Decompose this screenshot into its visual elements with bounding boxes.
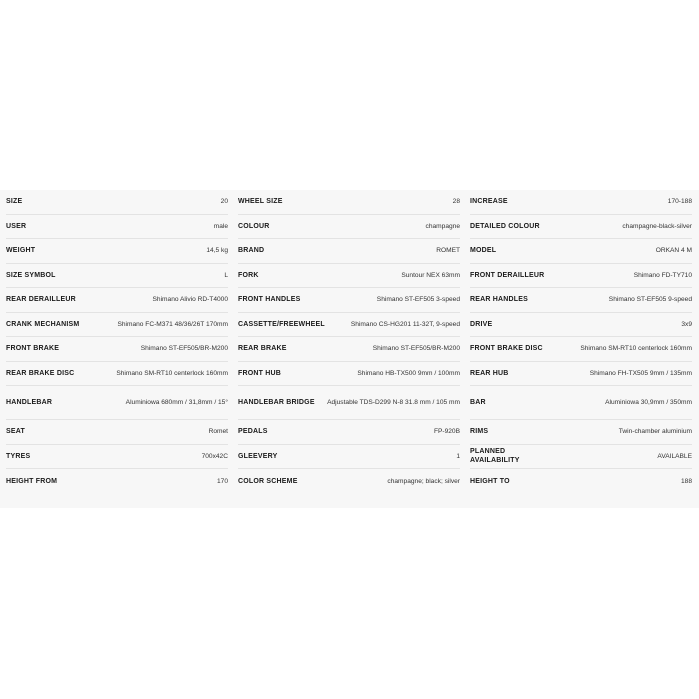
spec-value: Shimano Alivio RD-T4000 xyxy=(152,296,228,304)
spec-label: FRONT DERAILLEUR xyxy=(470,271,545,279)
spec-label: FRONT HANDLES xyxy=(238,296,301,304)
spec-value: ROMET xyxy=(436,247,460,255)
spec-value: Shimano ST-EF505/BR-M200 xyxy=(140,345,228,353)
spec-label: HANDLEBAR xyxy=(6,399,53,406)
spec-label: PLANNED AVAILABILITY xyxy=(470,448,520,465)
spec-row xyxy=(238,420,460,445)
spec-row xyxy=(470,264,692,289)
spec-value: 170-188 xyxy=(667,198,692,206)
spec-row xyxy=(470,362,692,387)
spec-value: 3x9 xyxy=(681,320,692,328)
spec-label: REAR HANDLES xyxy=(470,296,529,304)
spec-value: 700x42C xyxy=(201,452,228,460)
spec-value: Aluminiowa 680mm / 31,8mm / 15° xyxy=(125,399,228,406)
spec-row xyxy=(470,420,692,445)
spec-row xyxy=(238,445,460,470)
spec-row xyxy=(6,239,228,264)
spec-label: SEAT xyxy=(6,428,25,436)
spec-value: Shimano ST-EF505/BR-M200 xyxy=(372,345,460,353)
spec-row xyxy=(470,386,692,420)
spec-row xyxy=(6,362,228,387)
spec-value: Shimano FC-M371 48/36/26T 170mm xyxy=(117,320,228,328)
spec-column-1 xyxy=(6,190,228,494)
spec-label: GLEEVERY xyxy=(238,452,278,460)
spec-value: Shimano CS-HG201 11-32T, 9-speed xyxy=(350,320,460,328)
spec-value: AVAILABLE xyxy=(657,452,692,460)
spec-value: Shimano SM-RT10 centerlock 160mm xyxy=(580,345,692,353)
spec-value: 188 xyxy=(680,477,692,485)
spec-row xyxy=(470,469,692,494)
spec-label: RIMS xyxy=(470,428,489,436)
spec-row xyxy=(238,288,460,313)
spec-label: FRONT HUB xyxy=(238,369,282,377)
spec-value: 28 xyxy=(452,198,460,206)
spec-label: REAR HUB xyxy=(470,369,509,377)
spec-label: HEIGHT TO xyxy=(470,477,510,485)
spec-value: Suntour NEX 63mm xyxy=(401,271,460,279)
spec-label: HANDLEBAR BRIDGE xyxy=(238,399,315,406)
spec-value: ORKAN 4 M xyxy=(655,247,692,255)
spec-label: SIZE xyxy=(6,198,23,206)
spec-row xyxy=(238,337,460,362)
spec-row xyxy=(470,215,692,240)
spec-value: L xyxy=(224,271,228,279)
spec-label: REAR DERAILLEUR xyxy=(6,296,76,304)
spec-label: HEIGHT FROM xyxy=(6,477,58,485)
spec-row xyxy=(238,469,460,494)
spec-row xyxy=(6,386,228,420)
spec-label: CASSETTE/FREEWHEEL xyxy=(238,320,325,328)
spec-value: Shimano HB-TX500 9mm / 100mm xyxy=(357,369,460,377)
spec-label: WEIGHT xyxy=(6,247,36,255)
spec-label: WHEEL SIZE xyxy=(238,198,283,206)
spec-label: COLOUR xyxy=(238,222,270,230)
spec-row xyxy=(6,337,228,362)
spec-row xyxy=(238,313,460,338)
spec-row xyxy=(6,288,228,313)
spec-row xyxy=(470,239,692,264)
spec-row xyxy=(238,264,460,289)
spec-label: INCREASE xyxy=(470,198,508,206)
spec-row xyxy=(470,190,692,215)
spec-value: Shimano FH-TX505 9mm / 135mm xyxy=(589,369,692,377)
spec-label: DETAILED COLOUR xyxy=(470,222,540,230)
spec-label: PEDALS xyxy=(238,428,268,436)
spec-value: Romet xyxy=(208,428,228,436)
spec-value: Aluminiowa 30,9mm / 350mm xyxy=(605,399,692,406)
spec-column-2 xyxy=(238,190,460,494)
spec-row xyxy=(6,420,228,445)
spec-label: TYRES xyxy=(6,452,31,460)
spec-label: COLOR SCHEME xyxy=(238,477,298,485)
spec-value: 170 xyxy=(216,477,228,485)
spec-label: SIZE SYMBOL xyxy=(6,271,56,279)
spec-label: FORK xyxy=(238,271,259,279)
spec-value: champagne xyxy=(425,222,460,230)
spec-row xyxy=(6,215,228,240)
spec-value: 14,5 kg xyxy=(206,247,228,255)
spec-label: DRIVE xyxy=(470,320,493,328)
spec-value: champagne; black; silver xyxy=(387,477,460,485)
spec-label: BAR xyxy=(470,399,486,406)
spec-row xyxy=(470,313,692,338)
spec-row xyxy=(238,362,460,387)
spec-value: Shimano ST-EF505 3-speed xyxy=(376,296,460,304)
spec-row xyxy=(470,288,692,313)
spec-label: REAR BRAKE DISC xyxy=(6,369,75,377)
spec-value: champagne-black-silver xyxy=(622,222,692,230)
spec-value: FP-920B xyxy=(433,428,460,436)
spec-row xyxy=(470,337,692,362)
spec-value: Shimano ST-EF505 9-speed xyxy=(608,296,692,304)
spec-row xyxy=(6,469,228,494)
spec-row xyxy=(238,386,460,420)
spec-row xyxy=(6,445,228,470)
spec-label: FRONT BRAKE xyxy=(6,345,60,353)
spec-row xyxy=(238,239,460,264)
spec-label: CRANK MECHANISM xyxy=(6,320,80,328)
spec-value: male xyxy=(213,222,228,230)
spec-value: 1 xyxy=(456,452,460,460)
spec-value: Shimano SM-RT10 centerlock 160mm xyxy=(116,369,228,377)
spec-value: 20 xyxy=(220,198,228,206)
spec-label: FRONT BRAKE DISC xyxy=(470,345,543,353)
spec-value: Twin-chamber aluminium xyxy=(618,428,692,436)
spec-row xyxy=(238,215,460,240)
spec-label: BRAND xyxy=(238,247,265,255)
spec-label: MODEL xyxy=(470,247,497,255)
spec-value: Adjustable TDS-D299 N-8 31.8 mm / 105 mm xyxy=(327,399,460,406)
spec-value: Shimano FD-TY710 xyxy=(633,271,692,279)
spec-row xyxy=(6,264,228,289)
spec-row xyxy=(6,313,228,338)
spec-row xyxy=(470,445,692,470)
spec-label: REAR BRAKE xyxy=(238,345,287,353)
spec-column-3 xyxy=(470,190,692,494)
spec-row xyxy=(238,190,460,215)
spec-label: USER xyxy=(6,222,27,230)
spec-row xyxy=(6,190,228,215)
